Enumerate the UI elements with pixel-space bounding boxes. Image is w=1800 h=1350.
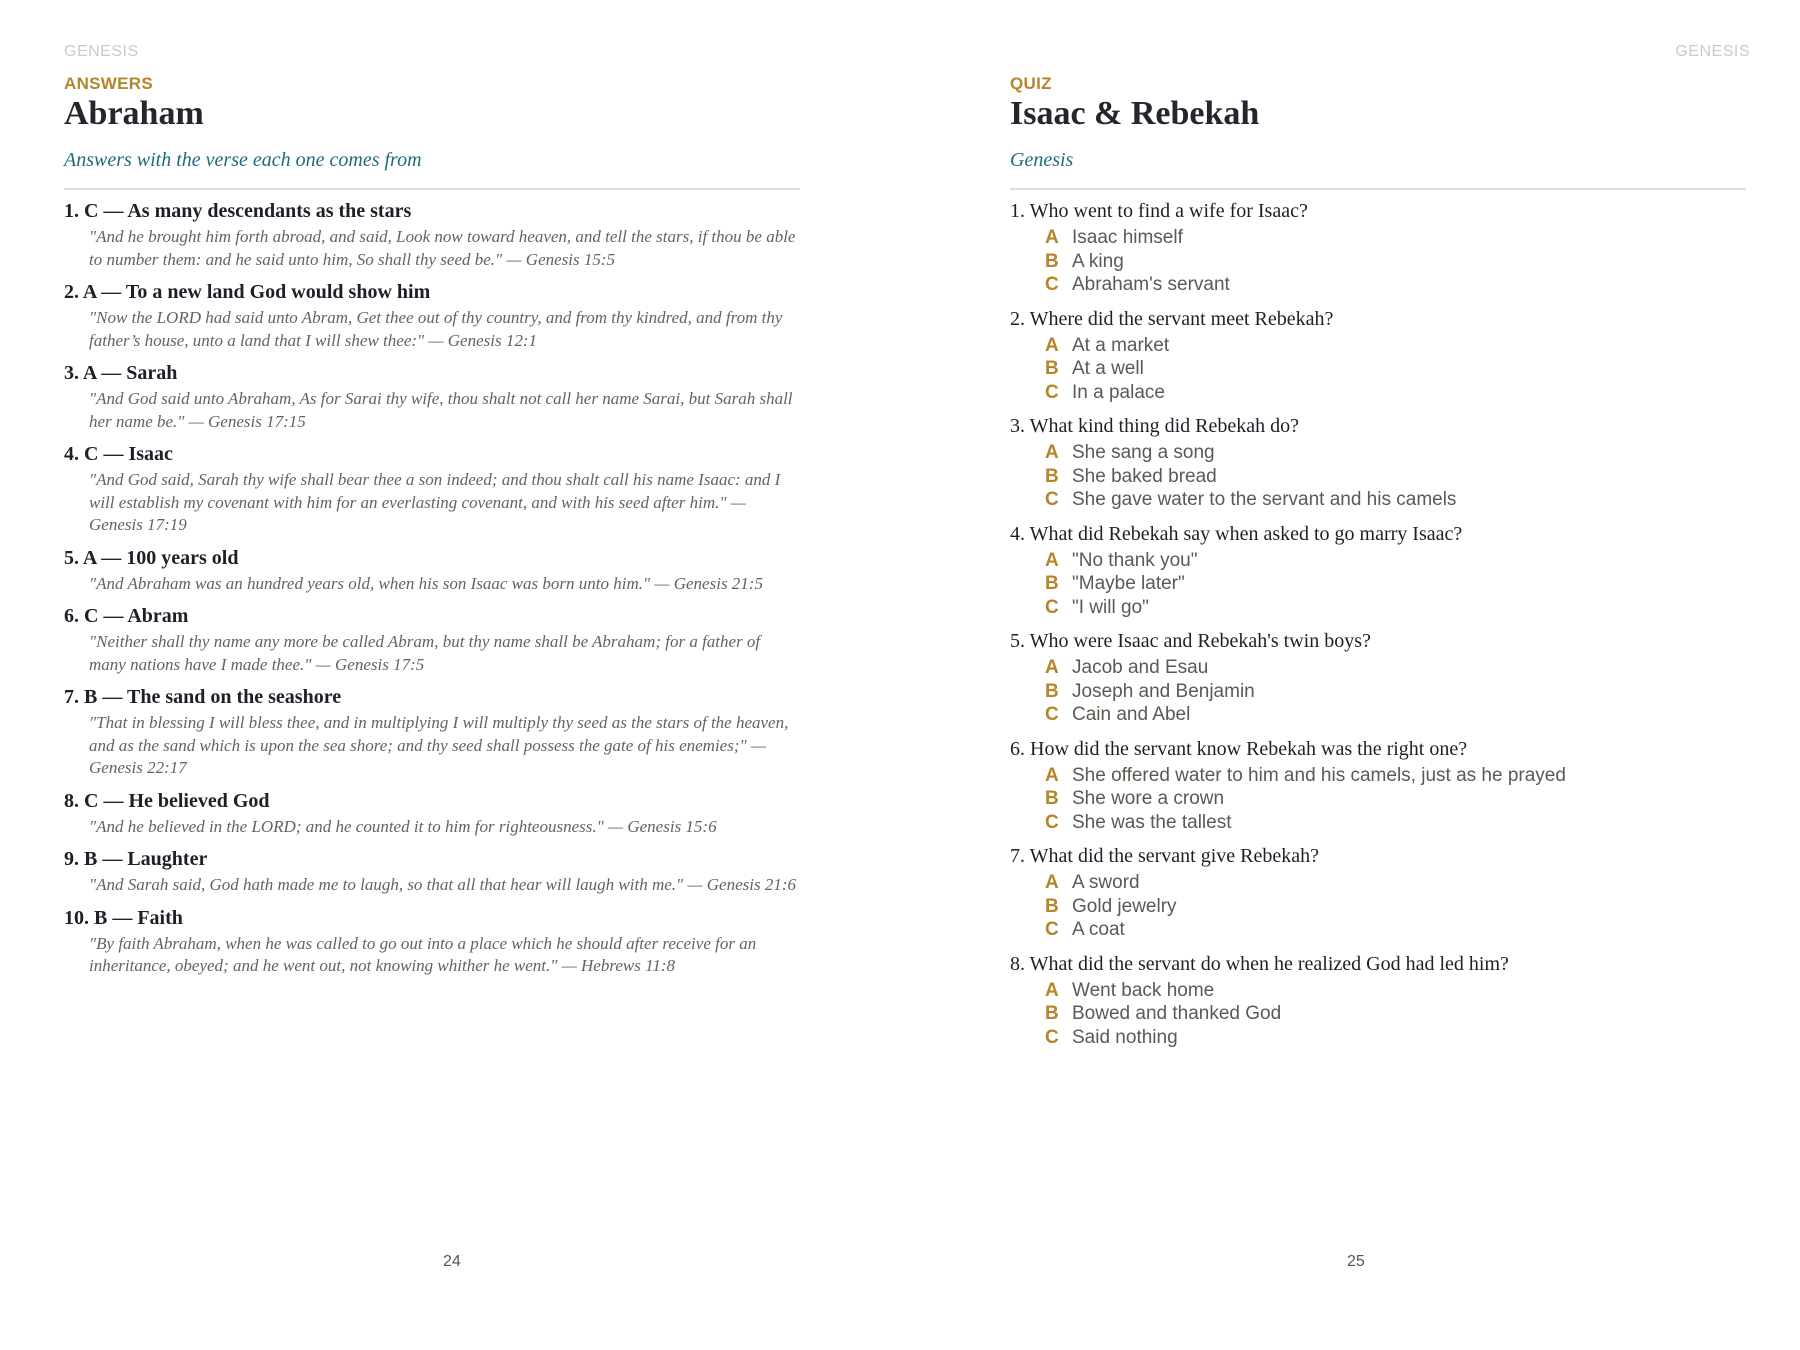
option-text: "Maybe later": [1072, 573, 1185, 594]
question-text: 7. What did the servant give Rebekah?: [1010, 845, 1319, 867]
option-letter: A: [1045, 227, 1059, 248]
quiz-question: [1010, 951, 1746, 1050]
title-divider: [64, 188, 800, 190]
option-letter: B: [1045, 788, 1059, 809]
quiz-question: [1010, 413, 1746, 512]
answer-options: [1010, 871, 1746, 942]
answer-heading: 4. C — Isaac: [64, 443, 173, 465]
answers-list: [64, 198, 800, 978]
answer-heading: 3. A — Sarah: [64, 362, 178, 384]
answer-verse: "Neither shall thy name any more be called Abram, but thy name shall be Abraham; for a father of many nations have I made thee." — Genesis 17:5: [89, 632, 761, 674]
option-letter: A: [1045, 442, 1059, 463]
answer-item: [64, 441, 800, 537]
answer-option: [1045, 979, 1746, 1003]
answer-option: [1045, 680, 1746, 704]
answer-verse: "And God said, Sarah thy wife shall bear thee a son indeed; and thou shalt call his name Isaac: and I will establish my covenant with him for an everlasting covenant, and with his seed after him." — Genesis 17:19: [89, 470, 781, 534]
answer-option: [1045, 895, 1746, 919]
answer-option: [1045, 572, 1746, 596]
option-text: Bowed and thanked God: [1072, 1003, 1282, 1024]
answer-verse: "Now the LORD had said unto Abram, Get thee out of thy country, and from thy kindred, and from thy father’s house, unto a land that I will shew thee:" — Genesis 12:1: [89, 308, 783, 350]
option-text: A king: [1072, 250, 1124, 272]
answer-option: [1045, 273, 1746, 297]
option-letter: C: [1045, 381, 1059, 403]
option-text: In a palace: [1072, 381, 1165, 403]
option-letter: C: [1045, 704, 1059, 725]
answer-option: [1045, 441, 1746, 465]
answer-item: [64, 788, 800, 839]
quiz-question: [1010, 628, 1746, 727]
answer-item: [64, 360, 800, 433]
answer-option: [1045, 465, 1746, 489]
quiz-content: [1010, 74, 1746, 1058]
answer-verse: "And Sarah said, God hath made me to laugh, so that all that hear will laugh with me." — Genesis 21:6: [89, 875, 797, 894]
running-head: GENESIS: [1675, 43, 1750, 60]
option-text: "I will go": [1072, 596, 1149, 618]
answer-options: [1010, 441, 1746, 512]
answer-options: [1010, 764, 1746, 835]
answer-option: [1045, 549, 1746, 573]
option-letter: C: [1045, 489, 1059, 510]
answer-option: [1045, 811, 1746, 835]
answer-verse: "That in blessing I will bless thee, and in multiplying I will multiply thy seed as the stars of the heaven, and as the sand which is upon the sea shore; and thy seed shall possess the gate of his enemies;" — Genesis 22:17: [89, 713, 789, 777]
answer-item: [64, 905, 800, 978]
answer-heading: 1. C — As many descendants as the stars: [64, 200, 412, 222]
question-text: 6. How did the servant know Rebekah was the right one?: [1010, 737, 1468, 760]
answer-heading: 8. C — He believed God: [64, 789, 270, 812]
option-letter: A: [1045, 979, 1059, 1001]
option-letter: B: [1045, 250, 1059, 272]
option-letter: C: [1045, 1026, 1059, 1048]
answer-option: [1045, 250, 1746, 274]
question-text: 1. Who went to find a wife for Isaac?: [1010, 200, 1308, 222]
option-letter: A: [1045, 764, 1059, 786]
option-letter: B: [1045, 895, 1059, 917]
answer-heading: 7. B — The sand on the seashore: [64, 686, 342, 708]
answer-option: [1045, 764, 1746, 788]
option-letter: C: [1045, 274, 1059, 295]
answer-options: [1010, 979, 1746, 1050]
question-text: 5. Who were Isaac and Rebekah's twin boys?: [1010, 630, 1371, 652]
answer-option: [1045, 1002, 1746, 1026]
answer-options: [1010, 656, 1746, 727]
answer-options: [1010, 226, 1746, 297]
option-text: Abraham's servant: [1072, 274, 1230, 295]
question-text: 4. What did Rebekah say when asked to go marry Isaac?: [1010, 522, 1463, 545]
question-text: 2. Where did the servant meet Rebekah?: [1010, 307, 1334, 330]
option-text: A sword: [1072, 872, 1140, 893]
answer-item: [64, 279, 800, 352]
answer-item: [64, 603, 800, 676]
answer-heading: 2. A — To a new land God would show him: [64, 281, 431, 303]
quiz-question: [1010, 306, 1746, 405]
answer-item: [64, 545, 800, 596]
answer-item: [64, 198, 800, 271]
option-letter: B: [1045, 358, 1059, 379]
quiz-question: [1010, 843, 1746, 942]
answer-option: [1045, 787, 1746, 811]
question-text: 3. What kind thing did Rebekah do?: [1010, 415, 1300, 437]
option-text: Cain and Abel: [1072, 704, 1191, 725]
page-number: 24: [443, 1253, 461, 1270]
answer-verse: "And God said unto Abraham, As for Sarai thy wife, thou shalt not call her name Sarai, but Sarah shall her name be." — Genesis 17:15: [89, 389, 793, 431]
quiz-page: [900, 0, 1800, 1350]
option-letter: A: [1045, 549, 1059, 571]
answer-option: [1045, 1026, 1746, 1050]
option-text: At a well: [1072, 358, 1144, 379]
quiz-question: [1010, 521, 1746, 620]
answer-option: [1045, 918, 1746, 942]
option-letter: C: [1045, 811, 1059, 833]
option-text: Jacob and Esau: [1072, 657, 1209, 678]
option-letter: B: [1045, 573, 1059, 594]
running-head: GENESIS: [64, 43, 139, 60]
option-text: "No thank you": [1072, 549, 1198, 571]
option-text: Joseph and Benjamin: [1072, 680, 1255, 702]
option-letter: A: [1045, 657, 1059, 678]
option-text: She baked bread: [1072, 465, 1217, 487]
option-letter: C: [1045, 596, 1059, 618]
answer-heading: 5. A — 100 years old: [64, 546, 239, 569]
option-text: She gave water to the servant and his camels: [1072, 489, 1457, 510]
answer-option: [1045, 656, 1746, 680]
answer-option: [1045, 357, 1746, 381]
answer-options: [1010, 549, 1746, 620]
option-letter: A: [1045, 334, 1059, 356]
answers-content: [64, 74, 800, 986]
option-text: A coat: [1072, 919, 1125, 940]
answer-heading: 6. C — Abram: [64, 605, 189, 627]
option-letter: B: [1045, 680, 1059, 702]
quiz-question: [1010, 736, 1746, 835]
answer-option: [1045, 226, 1746, 250]
option-text: She wore a crown: [1072, 788, 1225, 809]
page-subtitle: Answers with the verse each one comes from: [64, 149, 422, 171]
section-kicker: ANSWERS: [64, 74, 153, 93]
answer-option: [1045, 871, 1746, 895]
option-text: Gold jewelry: [1072, 895, 1177, 917]
answer-option: [1045, 703, 1746, 727]
option-text: At a market: [1072, 334, 1170, 356]
answer-option: [1045, 334, 1746, 358]
answer-option: [1045, 596, 1746, 620]
option-letter: B: [1045, 1003, 1059, 1024]
questions-list: [1010, 198, 1746, 1049]
title-divider: [1010, 188, 1746, 190]
section-kicker: QUIZ: [1010, 74, 1052, 93]
option-text: She offered water to him and his camels, just as he prayed: [1072, 764, 1566, 786]
option-letter: B: [1045, 465, 1059, 487]
answer-verse: "And he brought him forth abroad, and said, Look now toward heaven, and tell the stars, if thou be able to number them: and he said unto him, So shall thy seed be." — Genesis 15:5: [89, 227, 796, 269]
answer-item: [64, 684, 800, 780]
question-text: 8. What did the servant do when he realized God had led him?: [1010, 952, 1509, 975]
answer-option: [1045, 381, 1746, 405]
page-subtitle: Genesis: [1010, 149, 1074, 171]
answer-item: [64, 846, 800, 897]
option-text: Went back home: [1072, 979, 1215, 1001]
option-text: Isaac himself: [1072, 227, 1183, 248]
answer-verse: "And he believed in the LORD; and he counted it to him for righteousness." — Genesis 15:6: [89, 816, 717, 836]
option-text: Said nothing: [1072, 1026, 1178, 1048]
page-number: 25: [1347, 1253, 1365, 1270]
answer-heading: 10. B — Faith: [64, 906, 183, 929]
option-letter: C: [1045, 919, 1059, 940]
answer-options: [1010, 334, 1746, 405]
answer-verse: "By faith Abraham, when he was called to go out into a place which he should after receive for an inheritance, obeyed; and he went out, not knowing whither he went." — Hebrews 11:8: [89, 933, 757, 975]
quiz-question: [1010, 198, 1746, 297]
option-text: She was the tallest: [1072, 811, 1232, 833]
answer-option: [1045, 488, 1746, 512]
page-title: Isaac & Rebekah: [1010, 95, 1260, 132]
page-title: Abraham: [64, 95, 204, 132]
option-text: She sang a song: [1072, 442, 1215, 463]
option-letter: A: [1045, 872, 1059, 893]
answer-heading: 9. B — Laughter: [64, 848, 208, 870]
answer-verse: "And Abraham was an hundred years old, when his son Isaac was born unto him." — Genesis 21:5: [89, 573, 763, 593]
